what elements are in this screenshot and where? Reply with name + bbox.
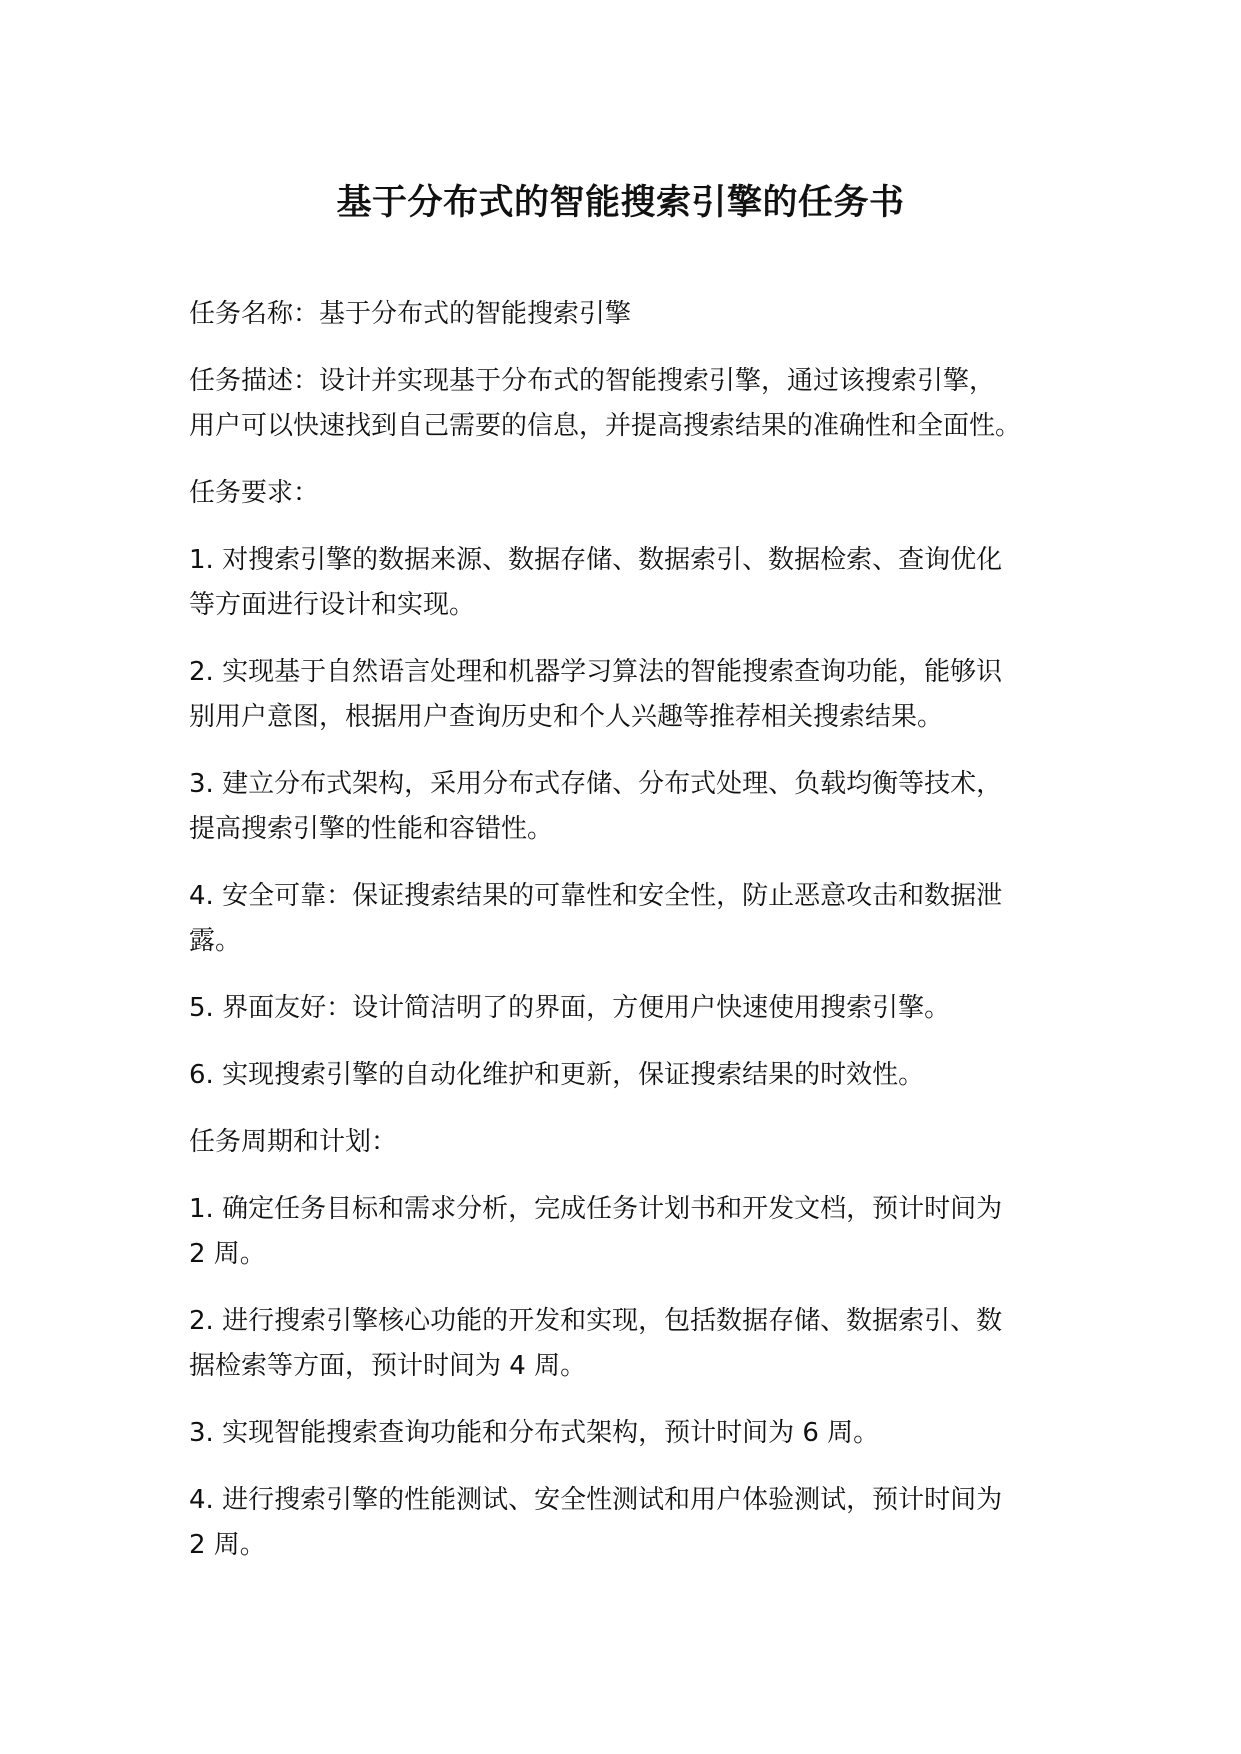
document-title: 基于分布式的智能搜索引擎的任务书 bbox=[336, 183, 905, 223]
schedule-2-line-2: 据检索等方面，预计时间为 4 周。 bbox=[189, 1351, 587, 1381]
requirement-5-line: 5. 界面友好：设计简洁明了的界面，方便用户快速使用搜索引擎。 bbox=[189, 993, 951, 1023]
task-name-line: 任务名称：基于分布式的智能搜索引擎 bbox=[189, 299, 632, 329]
requirements-heading: 任务要求： bbox=[189, 478, 320, 508]
schedule-heading: 任务周期和计划： bbox=[189, 1127, 398, 1157]
schedule-4-line-1: 4. 进行搜索引擎的性能测试、安全性测试和用户体验测试，预计时间为 bbox=[189, 1485, 1003, 1515]
schedule-2-line-1: 2. 进行搜索引擎核心功能的开发和实现，包括数据存储、数据索引、数 bbox=[189, 1306, 1003, 1336]
requirement-2-line-1: 2. 实现基于自然语言处理和机器学习算法的智能搜索查询功能，能够识 bbox=[189, 657, 1003, 687]
requirement-1-line-2: 等方面进行设计和实现。 bbox=[189, 590, 476, 620]
schedule-4-line-2: 2 周。 bbox=[189, 1530, 266, 1560]
schedule-3-line: 3. 实现智能搜索查询功能和分布式架构，预计时间为 6 周。 bbox=[189, 1418, 880, 1448]
requirement-3-line-2: 提高搜索引擎的性能和容错性。 bbox=[189, 814, 554, 844]
requirement-4-line-2: 露。 bbox=[189, 926, 242, 956]
requirement-1-line-1: 1. 对搜索引擎的数据来源、数据存储、数据索引、数据检索、查询优化 bbox=[189, 545, 1003, 575]
task-description-line-2: 用户可以快速找到自己需要的信息，并提高搜索结果的准确性和全面性。 bbox=[189, 411, 1022, 441]
requirement-3-line-1: 3. 建立分布式架构，采用分布式存储、分布式处理、负载均衡等技术， bbox=[189, 769, 1003, 799]
requirement-6-line: 6. 实现搜索引擎的自动化维护和更新，保证搜索结果的时效性。 bbox=[189, 1060, 925, 1090]
requirement-4-line-1: 4. 安全可靠：保证搜索结果的可靠性和安全性，防止恶意攻击和数据泄 bbox=[189, 881, 1003, 911]
schedule-1-line-2: 2 周。 bbox=[189, 1239, 266, 1269]
task-description-line-1: 任务描述：设计并实现基于分布式的智能搜索引擎，通过该搜索引擎， bbox=[189, 366, 996, 396]
requirement-2-line-2: 别用户意图，根据用户查询历史和个人兴趣等推荐相关搜索结果。 bbox=[189, 702, 944, 732]
schedule-1-line-1: 1. 确定任务目标和需求分析，完成任务计划书和开发文档，预计时间为 bbox=[189, 1194, 1003, 1224]
